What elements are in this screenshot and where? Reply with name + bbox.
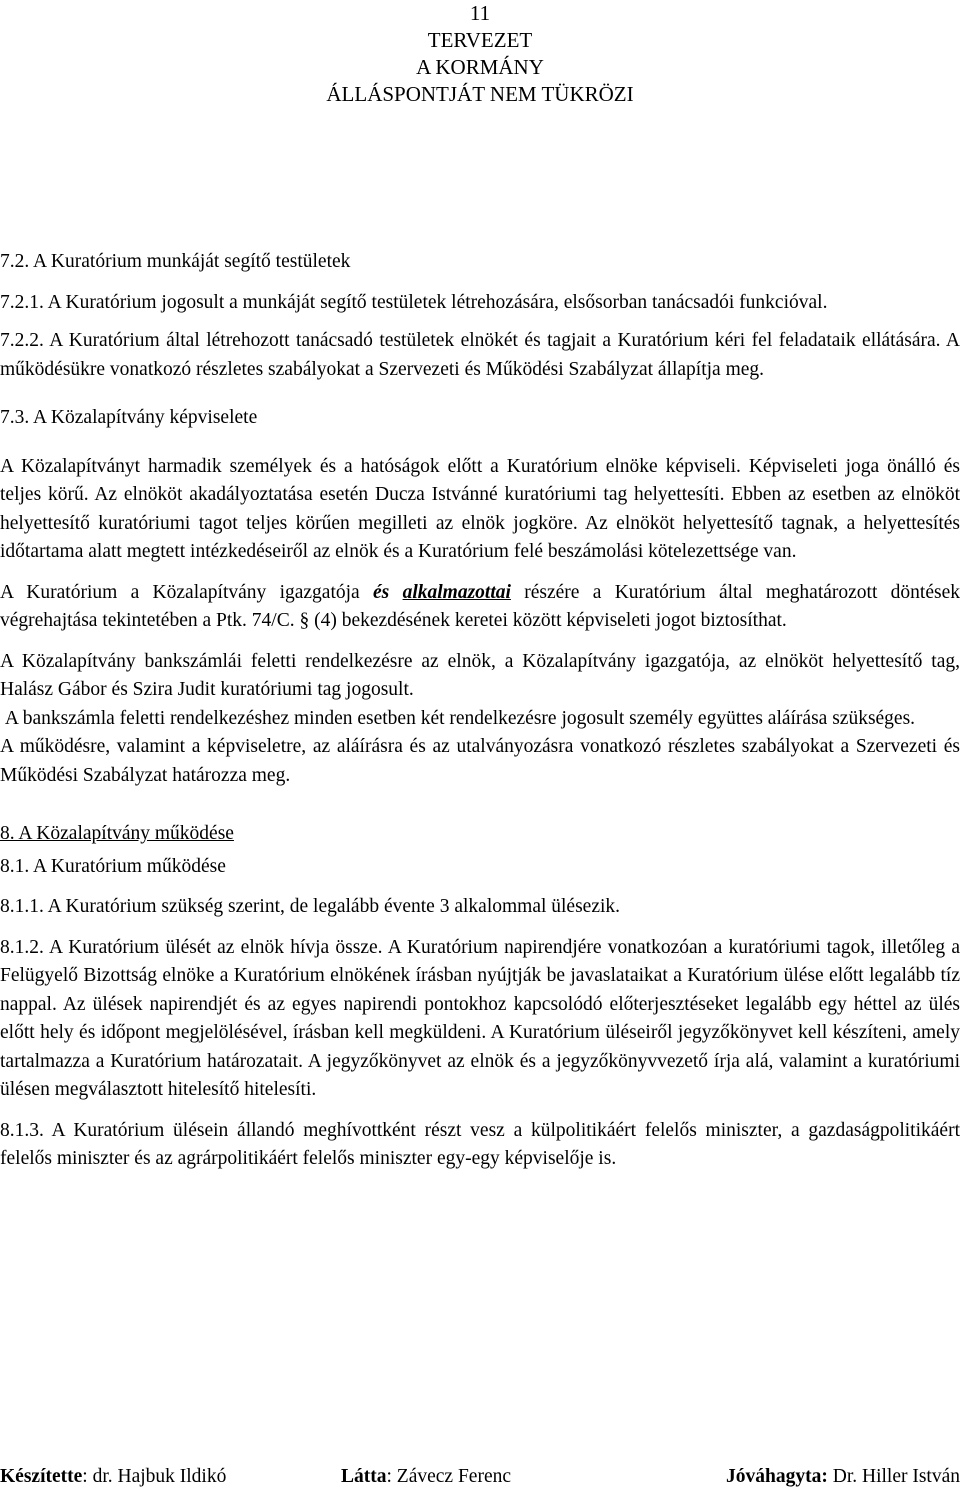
paragraph-representation: A Közalapítványt harmadik személyek és a hatóságok előtt a Kuratórium elnöke képviseli. Képviseleti joga önálló és teljes körű. Az elnököt akadályoztatása esetén Ducza Istvánné kuratóriumi tag helyettesíti. Ebben az esetben az elnököt helyettesítő kuratóriumi tagot teljes körűen megilleti az elnök jogköre. Az elnököt helyettesítő tagnak, a helyettesítés időtartama alatt megtett intézkedéseiről az elnök és a Kuratórium felé beszámolási kötelezettsége van. — [0, 455, 960, 562]
paragraph-detailed-rules: A működésre, valamint a képviseletre, az aláírásra és az utalványozásra vonatkozó részletes szabályokat a Szervezeti és Működési Szabályzat határozza meg. — [0, 736, 960, 786]
director-emphasis-employees: alkalmazottai — [402, 581, 511, 603]
paragraph-8-1-2: 8.1.2. A Kuratórium ülését az elnök hívja össze. A Kuratórium napirendjére vonatkozóan a kuratóriumi tagok, illetőleg a Felügyelő Bizottság elnöke a Kuratórium elnökének írásban nyújtják be javaslataikat a Kuratórium ülése előtt legalább tíz nappal. Az ülések napirendjét és az egyes napirendi pontokhoz kapcsolódó előterjesztéseket legalább egy héttel az ülés előtt hely és időpont megjelölésével, írásban kell megküldeni. A Kuratórium üléseiről jegyzőkönyvet kell készíteni, amely tartalmazza a Kuratórium határozatait. A jegyzőkönyvet az elnök és a jegyzőkönyvvezető írja alá, valamint a kuratóriumi ülésen megválasztott hitelesítő hitelesíti. — [0, 936, 960, 1100]
footer-approved-by — [726, 1464, 960, 1490]
footer-prepared-value: : dr. Hajbuk Ildikó — [82, 1466, 227, 1487]
director-text-b: részére a Kuratórium által meghatározott döntések végrehajtása tekintetében a Ptk. 74/C. § (4) bekezdésének keretei között képviseleti jogot biztosíthat. — [0, 581, 960, 631]
footer-approved-value: Dr. Hiller István — [827, 1466, 960, 1487]
section-heading-8 — [0, 820, 960, 849]
paragraph-7-2-1: 7.2.1. A Kuratórium jogosult a munkáját segítő testületek létrehozására, elsősorban tanácsadói funkcióval. — [0, 291, 828, 313]
footer-prepared-by — [0, 1464, 226, 1490]
footer-seen-value: : Závecz Ferenc — [386, 1466, 512, 1487]
page-number: 11 — [469, 1, 491, 25]
section-heading-8-1: 8.1. A Kuratórium működése — [0, 855, 226, 877]
footer-approved-label: Jóváhagyta: — [726, 1466, 828, 1487]
footer-seen-label: Látta — [341, 1466, 387, 1487]
section-heading-7-3: 7.3. A Közalapítvány képviselete — [0, 407, 258, 428]
footer-prepared-label: Készítette — [0, 1466, 83, 1487]
paragraph-7-2-2: 7.2.2. A Kuratórium által létrehozott tanácsadó testületek elnökét és tagjait a Kuratórium kéri fel feladataik ellátására. A működésükre vonatkozó részletes szabályokat a Szervezeti és Működési Szabályzat állapítja meg. — [0, 330, 960, 380]
disclaimer-label: ÁLLÁSPONTJÁT NEM TÜKRÖZI — [326, 82, 634, 106]
paragraph-8-1-3: 8.1.3. A Kuratórium ülésein állandó meghívottként részt vesz a külpolitikáért felelős miniszter, a gazdaságpolitikáért felelős miniszter és az agrárpolitikáért felelős miniszter egy-egy képviselője is. — [0, 1119, 960, 1169]
page-footer — [0, 1464, 960, 1490]
paragraph-bank-accounts: A Közalapítvány bankszámlái feletti rendelkezésre az elnök, a Közalapítvány igazgatója, az elnököt helyettesítő tag, Halász Gábor és Szira Judit kuratóriumi tag jogosult. — [0, 650, 960, 700]
paragraph-bank-signature: A bankszámla feletti rendelkezéshez minden esetben két rendelkezésre jogosult személy együttes aláírása szükséges. — [0, 707, 916, 729]
director-emphasis-and: és — [373, 581, 390, 603]
paragraph-director — [0, 579, 960, 636]
paragraph-8-1-1: 8.1.1. A Kuratórium szükség szerint, de legalább évente 3 alkalommal ülésezik. — [0, 896, 621, 917]
page-header — [0, 0, 960, 108]
draft-label: TERVEZET — [427, 28, 533, 52]
footer-seen-by — [341, 1464, 511, 1490]
government-label: A KORMÁNY — [416, 55, 544, 79]
document-body — [0, 248, 960, 1174]
director-text-a: A Kuratórium a Közalapítvány igazgatója — [0, 581, 373, 603]
section-heading-7-2: 7.2. A Kuratórium munkáját segítő testületek — [0, 251, 351, 272]
section-heading-8-text: 8. A Közalapítvány működése — [0, 823, 234, 844]
